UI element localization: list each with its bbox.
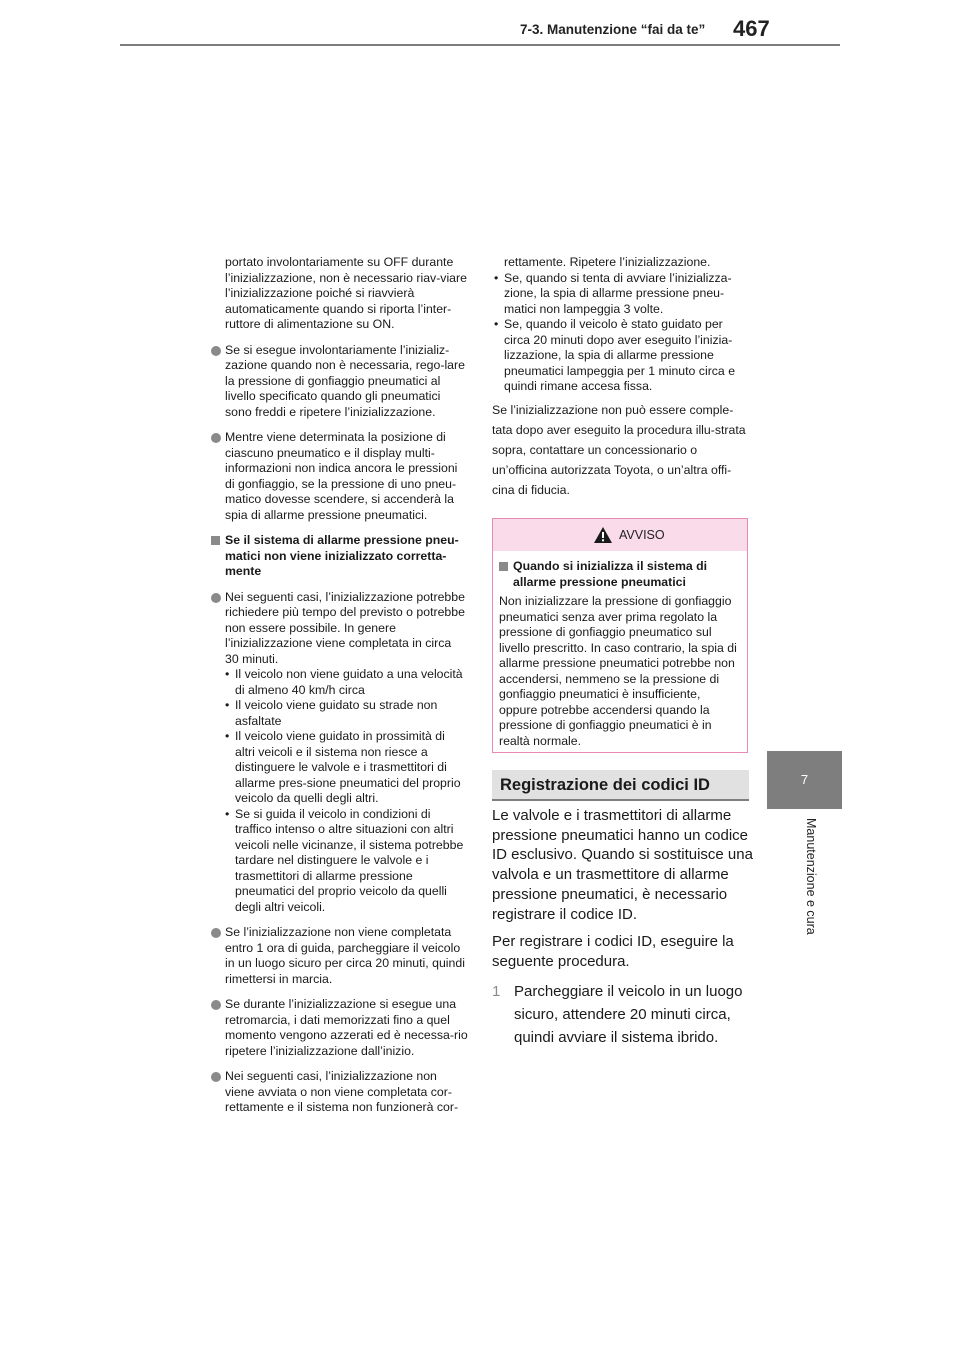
bullet-dot-icon — [211, 433, 221, 443]
sub-list-item: • Se, quando il veicolo è stato guidato per circa 20 minuti dopo aver eseguito l’inizia-lizzazione, la spia di allarme pressione pneumatici lampeggia per 1 minuto circa e quindi rimane accesa fissa. — [494, 317, 736, 393]
right-column — [492, 255, 751, 500]
bullet-dot-icon — [211, 593, 221, 603]
dealer-paragraph: Se l’inizializzazione non può essere comple-tata dopo aver eseguito la procedura illu-strata sopra, contattare un concessionario o un’officina autorizzata Toyota, o un’altra offi-cina di fiducia. — [492, 402, 746, 497]
warning-body — [493, 551, 747, 755]
subsection-heading — [211, 533, 468, 580]
section-paragraph: Le valvole e i trasmettitori di allarme pressione pneumatici hanno un codice ID esclusivo. Quando si sostituisce una valvola e un trasmettitore di allarme pressione pneumatici, è necessario registrare il codice ID. — [492, 807, 753, 923]
list-item — [211, 343, 468, 421]
section-paragraph: Per registrare i codici ID, eseguire la seguente procedura. — [492, 933, 734, 970]
sub-list-text: Se, quando il veicolo è stato guidato per circa 20 minuti dopo aver eseguito l’inizia-lizzazione, la spia di allarme pressione pneumatici lampeggia per 1 minuto circa e quindi rimane accesa fissa. — [504, 317, 736, 393]
continuation-text: rettamente. Ripetere l’inizializzazione. — [504, 255, 711, 269]
sub-list-item: • Se, quando si tenta di avviare l’inizializza-zione, la spia di allarme pressione pneu-matici non lampeggia 3 volte. — [494, 270, 732, 316]
square-bullet-icon — [211, 536, 220, 545]
list-item — [211, 590, 468, 668]
bullet-text: Mentre viene determinata la posizione di ciascuno pneumatico e il display multi-informazioni non indica ancora le pressioni di gonfiaggio, se la pressione di uno pneu-matico dovesse scendere, si accenderà la spia di allarme pressione pneumatici. — [225, 430, 458, 522]
sub-list-item: • Se si guida il veicolo in condizioni di traffico intenso o altre situazioni con altri veicoli nelle vicinanze, il sistema potrebbe tardare nel distinguere le valvole e i trasmettitori di allarme pressione pneumatici del proprio veicolo da quelli degli altri veicoli. — [225, 806, 464, 914]
bullet-dot-icon — [211, 346, 221, 356]
sub-list-text: Se, quando si tenta di avviare l’inizializza-zione, la spia di allarme pressione pneu-matici non lampeggia 3 volte. — [504, 270, 732, 316]
sub-list-item: • Il veicolo viene guidato su strade non asfaltate — [225, 698, 438, 728]
intro-continuation: portato involontariamente su OFF durante l’inizializzazione, non è necessario riav-viare l’inizializzazione poiché si riavvierà automaticamente quando si riporta l’inter-ruttore di alimentazione su ON. — [225, 255, 467, 331]
list-item — [211, 997, 468, 1059]
step-number: 1 — [492, 982, 501, 1000]
sub-list-text: Il veicolo non viene guidato a una velocità di almeno 40 km/h circa — [235, 667, 463, 697]
section-body — [492, 806, 754, 1049]
left-column — [211, 255, 468, 1126]
bullet-text: Nei seguenti casi, l’inizializzazione potrebbe richiedere più tempo del previsto o potrebbe non essere possibile. In genere l’inizializzazione viene completata in circa 30 minuti. — [225, 589, 465, 666]
square-bullet-icon — [499, 562, 508, 571]
step-text: Parcheggiare il veicolo in un luogo sicuro, attendere 20 minuti circa, quindi avviare il sistema ibrido. — [514, 982, 743, 1046]
warning-label: AVVISO — [619, 528, 665, 542]
warning-heading-text: Quando si inizializza il sistema di allarme pressione pneumatici — [513, 559, 708, 589]
sub-list-item: • Il veicolo non viene guidato a una velocità di almeno 40 km/h circa — [225, 667, 463, 697]
subsection-heading-text: Se il sistema di allarme pressione pneu-matici non viene inizializzato corretta-mente — [225, 533, 459, 578]
bullet-dot-icon — [211, 1072, 221, 1082]
bullet-dot-icon — [211, 928, 221, 938]
sub-list-item: • Il veicolo viene guidato in prossimità di altri veicoli e il sistema non riesce a distinguere le valvole e i trasmettitori di allarme pres-sione pneumatici del proprio veicolo da quelli degli altri. — [225, 729, 461, 805]
step-item — [492, 980, 754, 1049]
chapter-tab: 7 — [767, 751, 842, 809]
warning-heading — [499, 559, 741, 590]
bullet-dot-icon — [211, 1000, 221, 1010]
sub-list-text: Il veicolo viene guidato in prossimità di altri veicoli e il sistema non riesce a distinguere le valvole e i trasmettitori di allarme pres-sione pneumatici del proprio veicolo da quelli degli altri. — [235, 729, 461, 805]
header-divider — [120, 44, 840, 46]
sub-list-text: Se si guida il veicolo in condizioni di traffico intenso o altre situazioni con altri veicoli nelle vicinanze, il sistema potrebbe tardare nel distinguere le valvole e i trasmettitori di allarme pressione pneumatici del proprio veicolo da quelli degli altri veicoli. — [235, 806, 464, 914]
page-number: 467 — [733, 16, 770, 41]
chapter-label: Manutenzione e cura — [804, 818, 818, 935]
section-title: 7-3. Manutenzione “fai da te” — [520, 22, 706, 37]
warning-triangle-icon — [594, 527, 612, 543]
bullet-text: Se si esegue involontariamente l’inizializ-zazione quando non è necessaria, rego-lare la pressione di gonfiaggio pneumatici al livello specificato quando gli pneumatici sono freddi e ripetere l’inizializzazione. — [225, 342, 465, 419]
warning-box — [492, 518, 748, 753]
bullet-text: Se l’inizializzazione non viene completata entro 1 ora di guida, parcheggiare il veicolo in un luogo sicuro per circa 20 minuti, quindi rimettersi in marcia. — [225, 925, 465, 986]
bullet-text: Nei seguenti casi, l’inizializzazione non viene avviata o non viene completata cor-rettamente e il sistema non funzionerà cor- — [225, 1069, 459, 1114]
sub-list-text: Il veicolo viene guidato su strade non asfaltate — [235, 698, 438, 728]
list-item — [211, 1069, 468, 1116]
bullet-text: Se durante l’inizializzazione si esegue una retromarcia, i dati memorizzati fino a quel momento vengono azzerati ed è necessa-rio ripetere l’inizializzazione dall’inizio. — [225, 997, 468, 1058]
warning-text: Non inizializzare la pressione di gonfiaggio pneumatici senza aver prima regolato la pressione di gonfiaggio pneumatico sul livello prescritto. In caso contrario, la spia di allarme pressione pneumatici potrebbe non accendersi, nemmeno se la pressione di gonfiaggio pneumatici è insufficiente, oppure potrebbe accendersi quando la pressione di gonfiaggio pneumatici è in realtà normale. — [499, 594, 737, 748]
warning-header — [493, 519, 747, 551]
list-item — [211, 430, 468, 523]
section-heading: Registrazione dei codici ID — [492, 770, 749, 801]
list-item — [211, 925, 468, 987]
